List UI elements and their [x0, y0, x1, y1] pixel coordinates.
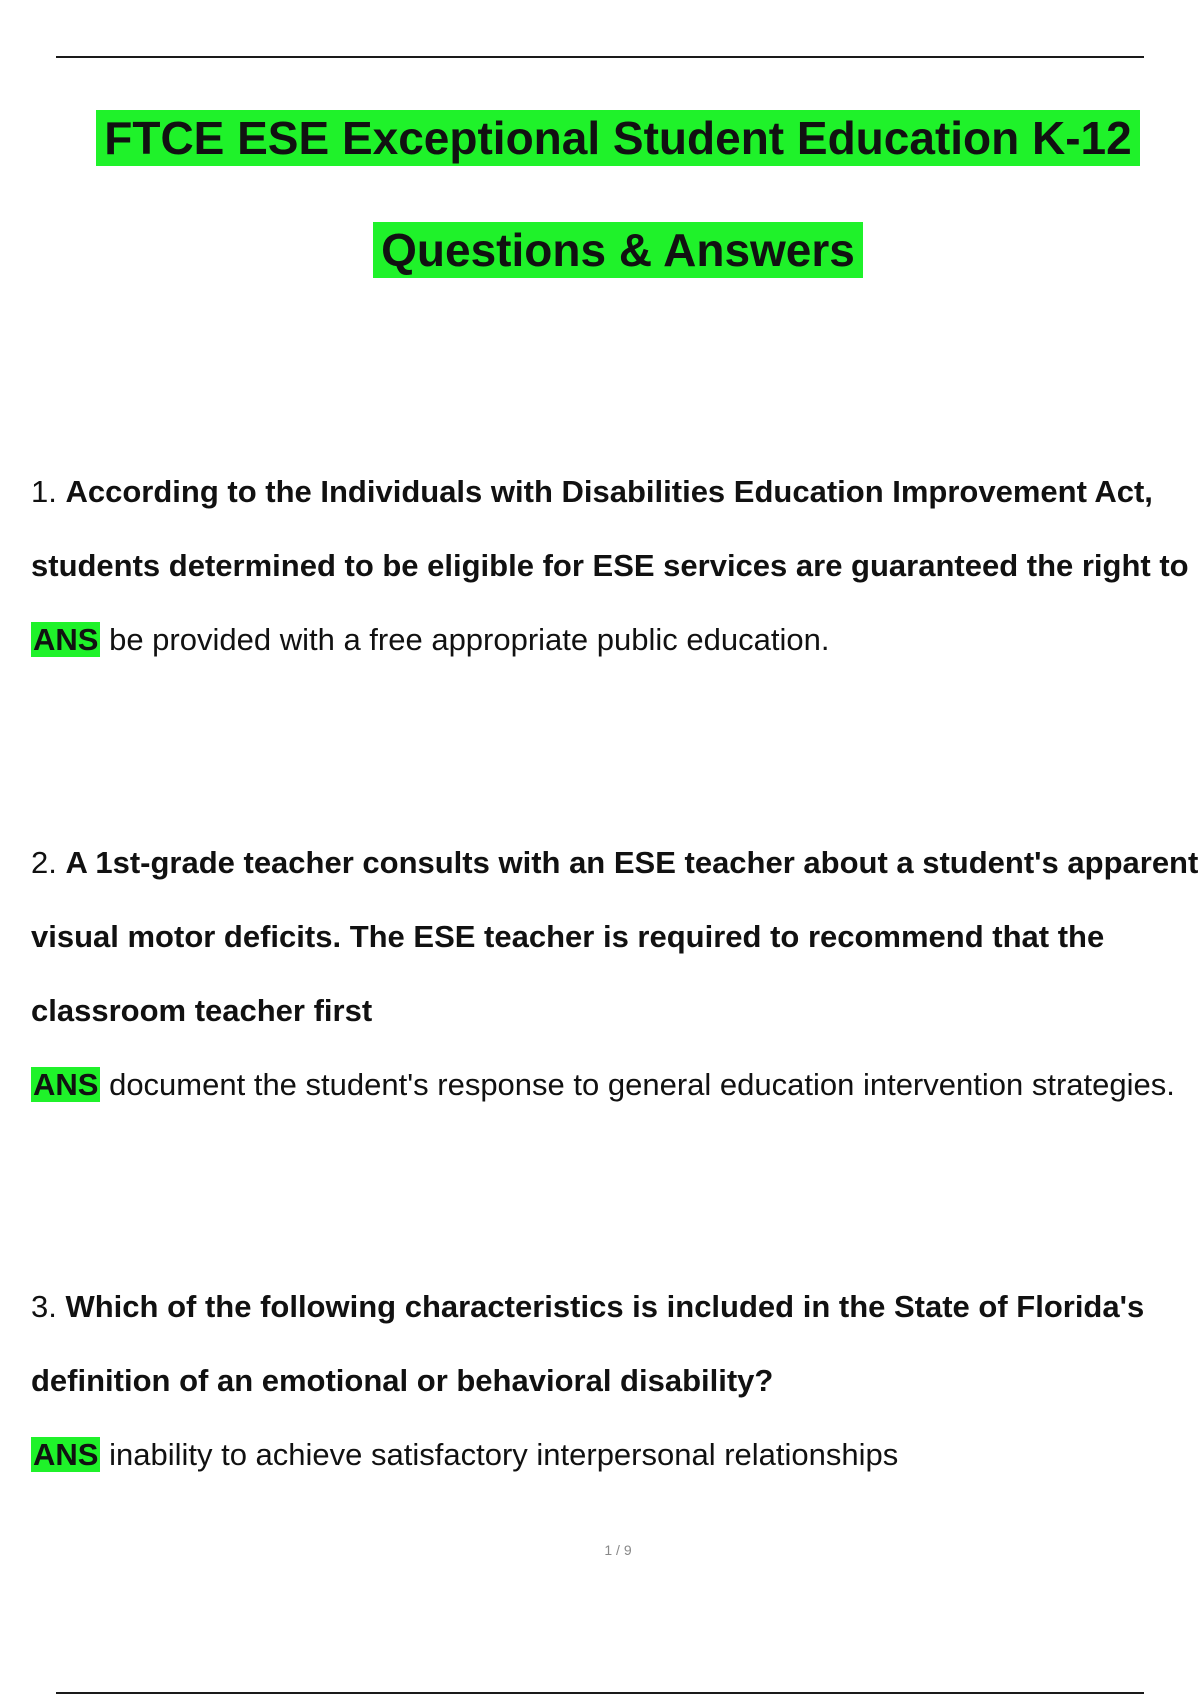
- bottom-rule: [56, 1692, 1144, 1694]
- question-number: 1.: [31, 474, 57, 509]
- title-line-1: FTCE ESE Exceptional Student Education K-12: [96, 110, 1139, 166]
- document-subtitle: [0, 223, 1200, 277]
- answer-text: [31, 603, 1200, 677]
- answer-tag: ANS: [33, 1067, 99, 1102]
- question-number: 2.: [31, 845, 57, 880]
- question-item-2: [31, 826, 1200, 1122]
- question-text: [31, 455, 1200, 603]
- answer-tag: ANS: [33, 622, 99, 657]
- page-number: 1 / 9: [604, 1542, 632, 1558]
- question-item-1: [31, 455, 1200, 677]
- question-body: A 1st-grade teacher consults with an ESE teacher about a student's apparent visual motor deficits. The ESE teacher is required to recommend that the classroom teacher first: [31, 845, 1199, 1028]
- answer-body: inability to achieve satisfactory interpersonal relationships: [109, 1437, 899, 1472]
- answer-body: be provided with a free appropriate public education.: [109, 622, 830, 657]
- question-body: Which of the following characteristics is included in the State of Florida's definition of an emotional or behavioral disability?: [31, 1289, 1145, 1398]
- title-line-2: Questions & Answers: [373, 222, 863, 278]
- question-text: [31, 1270, 1200, 1418]
- answer-tag: ANS: [33, 1437, 99, 1472]
- top-rule: [56, 56, 1144, 58]
- answer-text: [31, 1048, 1200, 1122]
- document-title: [0, 111, 1200, 165]
- question-body: According to the Individuals with Disabilities Education Improvement Act, students determined to be eligible for ESE services are guaranteed the right to: [31, 474, 1189, 583]
- answer-text: [31, 1418, 1200, 1492]
- question-number: 3.: [31, 1289, 57, 1324]
- answer-body: document the student's response to general education intervention strategies.: [109, 1067, 1175, 1102]
- question-item-3: [31, 1270, 1200, 1492]
- question-text: [31, 826, 1200, 1048]
